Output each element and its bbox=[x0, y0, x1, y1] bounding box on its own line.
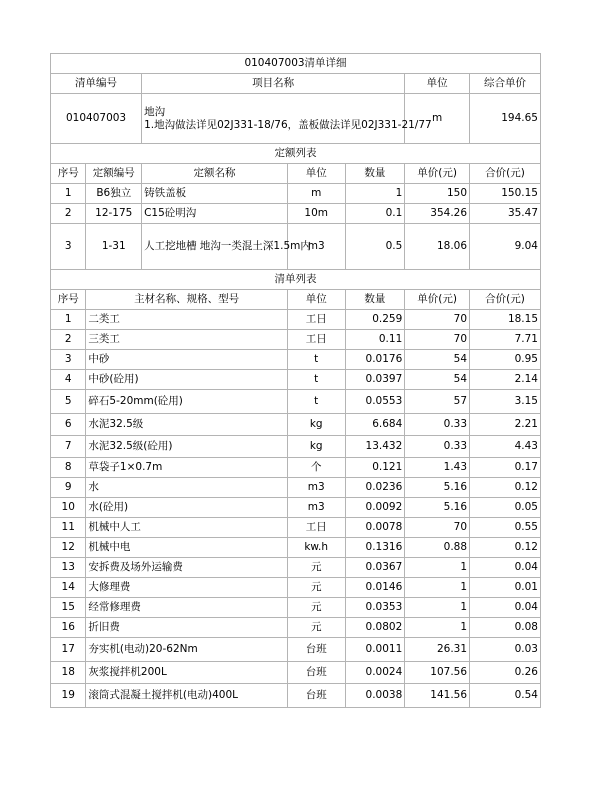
quota-unit: 10m bbox=[287, 204, 345, 224]
material-unit-price: 1 bbox=[405, 578, 470, 598]
material-unit-price: 1.43 bbox=[405, 458, 470, 478]
material-row bbox=[51, 662, 541, 684]
material-name: 机械中电 bbox=[86, 538, 287, 558]
material-unit-price: 5.16 bbox=[405, 478, 470, 498]
material-row bbox=[51, 578, 541, 598]
material-unit-price: 54 bbox=[405, 370, 470, 390]
material-name: 中砂(砼用) bbox=[86, 370, 287, 390]
quota-section-title: 定额列表 bbox=[51, 144, 541, 164]
material-unit-price: 54 bbox=[405, 350, 470, 370]
material-total: 0.05 bbox=[470, 498, 541, 518]
material-total: 0.01 bbox=[470, 578, 541, 598]
item-price-header: 综合单价 bbox=[470, 74, 541, 94]
material-seq: 19 bbox=[51, 684, 86, 708]
material-name: 中砂 bbox=[86, 350, 287, 370]
quota-unit-price: 18.06 bbox=[405, 224, 470, 270]
quota-code: 12-175 bbox=[86, 204, 142, 224]
material-total: 0.54 bbox=[470, 684, 541, 708]
material-qty: 0.0397 bbox=[345, 370, 405, 390]
material-qty: 0.0146 bbox=[345, 578, 405, 598]
material-total: 0.17 bbox=[470, 458, 541, 478]
materials-section-row bbox=[51, 270, 541, 290]
material-seq: 17 bbox=[51, 638, 86, 662]
material-unit-price: 70 bbox=[405, 330, 470, 350]
material-row bbox=[51, 558, 541, 578]
material-unit: 工日 bbox=[287, 310, 345, 330]
quota-total: 35.47 bbox=[470, 204, 541, 224]
materials-section-title: 清单列表 bbox=[51, 270, 541, 290]
quota-unit-price-header: 单价(元) bbox=[405, 164, 470, 184]
item-header-row bbox=[51, 74, 541, 94]
item-name bbox=[142, 94, 432, 144]
material-total: 0.12 bbox=[470, 538, 541, 558]
material-unit-price: 1 bbox=[405, 558, 470, 578]
material-seq: 4 bbox=[51, 370, 86, 390]
quota-qty: 0.5 bbox=[345, 224, 405, 270]
material-name: 水(砼用) bbox=[86, 498, 287, 518]
material-name: 碎石5-20mm(砼用) bbox=[86, 390, 287, 414]
quota-row bbox=[51, 224, 541, 270]
material-row bbox=[51, 518, 541, 538]
material-unit: t bbox=[287, 350, 345, 370]
material-unit: 元 bbox=[287, 618, 345, 638]
item-price: 194.65 bbox=[470, 94, 541, 144]
material-row bbox=[51, 310, 541, 330]
material-unit-price: 70 bbox=[405, 518, 470, 538]
material-name: 折旧费 bbox=[86, 618, 287, 638]
material-qty: 0.0353 bbox=[345, 598, 405, 618]
item-row bbox=[51, 94, 541, 144]
material-qty: 0.11 bbox=[345, 330, 405, 350]
material-rows bbox=[51, 310, 541, 708]
material-name: 安拆费及场外运输费 bbox=[86, 558, 287, 578]
material-row bbox=[51, 436, 541, 458]
material-name: 水泥32.5级(砼用) bbox=[86, 436, 287, 458]
material-seq: 10 bbox=[51, 498, 86, 518]
material-unit: 台班 bbox=[287, 662, 345, 684]
quota-seq: 2 bbox=[51, 204, 86, 224]
item-name-header: 项目名称 bbox=[142, 74, 405, 94]
material-qty: 0.0011 bbox=[345, 638, 405, 662]
material-seq: 6 bbox=[51, 414, 86, 436]
quota-code-header: 定额编号 bbox=[86, 164, 142, 184]
material-unit: t bbox=[287, 370, 345, 390]
title-row bbox=[51, 54, 541, 74]
quota-name: C15砼明沟 bbox=[142, 204, 288, 224]
material-unit-price: 0.88 bbox=[405, 538, 470, 558]
material-seq: 9 bbox=[51, 478, 86, 498]
material-unit-header: 单位 bbox=[287, 290, 345, 310]
material-unit: 元 bbox=[287, 598, 345, 618]
quota-qty-header: 数量 bbox=[345, 164, 405, 184]
material-seq: 16 bbox=[51, 618, 86, 638]
material-total: 0.55 bbox=[470, 518, 541, 538]
quota-row bbox=[51, 204, 541, 224]
material-qty: 0.0078 bbox=[345, 518, 405, 538]
material-seq: 1 bbox=[51, 310, 86, 330]
quota-header-row bbox=[51, 164, 541, 184]
material-unit: 工日 bbox=[287, 518, 345, 538]
material-name: 机械中人工 bbox=[86, 518, 287, 538]
quota-total: 9.04 bbox=[470, 224, 541, 270]
material-qty-header: 数量 bbox=[345, 290, 405, 310]
material-name: 草袋子1×0.7m bbox=[86, 458, 287, 478]
material-row bbox=[51, 498, 541, 518]
material-seq: 8 bbox=[51, 458, 86, 478]
material-row bbox=[51, 458, 541, 478]
material-qty: 0.0553 bbox=[345, 390, 405, 414]
quota-unit-header: 单位 bbox=[287, 164, 345, 184]
material-name: 经常修理费 bbox=[86, 598, 287, 618]
item-unit-header: 单位 bbox=[405, 74, 470, 94]
material-unit-price: 70 bbox=[405, 310, 470, 330]
material-name: 灰浆搅拌机200L bbox=[86, 662, 287, 684]
material-total: 2.21 bbox=[470, 414, 541, 436]
quota-seq: 1 bbox=[51, 184, 86, 204]
material-unit-price: 1 bbox=[405, 618, 470, 638]
quota-unit: m3 bbox=[287, 224, 345, 270]
item-name-description: 1.地沟做法详见02J331-18/76，盖板做法详见02J331-21/77 bbox=[144, 118, 432, 131]
materials-header-row bbox=[51, 290, 541, 310]
material-total: 0.08 bbox=[470, 618, 541, 638]
material-total: 0.03 bbox=[470, 638, 541, 662]
quota-total: 150.15 bbox=[470, 184, 541, 204]
material-qty: 0.0038 bbox=[345, 684, 405, 708]
material-row bbox=[51, 598, 541, 618]
material-total: 0.12 bbox=[470, 478, 541, 498]
material-row bbox=[51, 618, 541, 638]
material-name: 水 bbox=[86, 478, 287, 498]
material-row bbox=[51, 478, 541, 498]
item-unit: m bbox=[405, 94, 470, 144]
material-unit: kg bbox=[287, 436, 345, 458]
material-unit: 元 bbox=[287, 558, 345, 578]
quota-code: B6独立 bbox=[86, 184, 142, 204]
material-unit-price: 0.33 bbox=[405, 436, 470, 458]
material-total: 0.95 bbox=[470, 350, 541, 370]
material-seq: 7 bbox=[51, 436, 86, 458]
material-row bbox=[51, 370, 541, 390]
material-qty: 13.432 bbox=[345, 436, 405, 458]
material-qty: 0.0092 bbox=[345, 498, 405, 518]
material-row bbox=[51, 538, 541, 558]
material-row bbox=[51, 350, 541, 370]
material-name: 滚筒式混凝土搅拌机(电动)400L bbox=[86, 684, 287, 708]
material-name: 二类工 bbox=[86, 310, 287, 330]
material-unit-price-header: 单价(元) bbox=[405, 290, 470, 310]
quota-section-row bbox=[51, 144, 541, 164]
material-unit: kg bbox=[287, 414, 345, 436]
material-qty: 0.121 bbox=[345, 458, 405, 478]
material-qty: 6.684 bbox=[345, 414, 405, 436]
material-unit: 工日 bbox=[287, 330, 345, 350]
material-row bbox=[51, 638, 541, 662]
material-qty: 0.0802 bbox=[345, 618, 405, 638]
quota-qty: 1 bbox=[345, 184, 405, 204]
material-qty: 0.0236 bbox=[345, 478, 405, 498]
material-total: 0.04 bbox=[470, 558, 541, 578]
quota-name: 铸铁盖板 bbox=[142, 184, 288, 204]
material-total-header: 合价(元) bbox=[470, 290, 541, 310]
material-unit-price: 107.56 bbox=[405, 662, 470, 684]
material-unit-price: 141.56 bbox=[405, 684, 470, 708]
material-qty: 0.1316 bbox=[345, 538, 405, 558]
material-unit: kw.h bbox=[287, 538, 345, 558]
material-total: 4.43 bbox=[470, 436, 541, 458]
material-name-header: 主材名称、规格、型号 bbox=[86, 290, 287, 310]
material-seq: 3 bbox=[51, 350, 86, 370]
material-name: 三类工 bbox=[86, 330, 287, 350]
material-unit-price: 1 bbox=[405, 598, 470, 618]
material-unit: t bbox=[287, 390, 345, 414]
bill-detail-table bbox=[50, 53, 541, 708]
material-seq-header: 序号 bbox=[51, 290, 86, 310]
material-seq: 18 bbox=[51, 662, 86, 684]
material-total: 3.15 bbox=[470, 390, 541, 414]
material-total: 7.71 bbox=[470, 330, 541, 350]
material-seq: 13 bbox=[51, 558, 86, 578]
material-unit: 台班 bbox=[287, 684, 345, 708]
material-unit: 台班 bbox=[287, 638, 345, 662]
material-unit-price: 0.33 bbox=[405, 414, 470, 436]
material-seq: 2 bbox=[51, 330, 86, 350]
quota-unit-price: 150 bbox=[405, 184, 470, 204]
material-qty: 0.0024 bbox=[345, 662, 405, 684]
material-row bbox=[51, 330, 541, 350]
material-name: 水泥32.5级 bbox=[86, 414, 287, 436]
item-code: 010407003 bbox=[51, 94, 142, 144]
material-row bbox=[51, 414, 541, 436]
material-total: 0.04 bbox=[470, 598, 541, 618]
quota-unit: m bbox=[287, 184, 345, 204]
material-unit: m3 bbox=[287, 498, 345, 518]
material-total: 0.26 bbox=[470, 662, 541, 684]
material-name: 夯实机(电动)20-62Nm bbox=[86, 638, 287, 662]
quota-qty: 0.1 bbox=[345, 204, 405, 224]
material-unit-price: 5.16 bbox=[405, 498, 470, 518]
material-name: 大修理费 bbox=[86, 578, 287, 598]
material-seq: 15 bbox=[51, 598, 86, 618]
material-unit-price: 26.31 bbox=[405, 638, 470, 662]
material-qty: 0.0367 bbox=[345, 558, 405, 578]
material-unit: m3 bbox=[287, 478, 345, 498]
quota-name: 人工挖地槽 地沟一类混土深1.5m内 bbox=[142, 224, 288, 270]
material-unit: 元 bbox=[287, 578, 345, 598]
quota-seq-header: 序号 bbox=[51, 164, 86, 184]
item-name-title: 地沟 bbox=[144, 105, 166, 118]
quota-name-header: 定额名称 bbox=[142, 164, 288, 184]
material-total: 18.15 bbox=[470, 310, 541, 330]
material-qty: 0.259 bbox=[345, 310, 405, 330]
material-qty: 0.0176 bbox=[345, 350, 405, 370]
item-code-header: 清单编号 bbox=[51, 74, 142, 94]
quota-total-header: 合价(元) bbox=[470, 164, 541, 184]
material-total: 2.14 bbox=[470, 370, 541, 390]
quota-seq: 3 bbox=[51, 224, 86, 270]
quota-code: 1-31 bbox=[86, 224, 142, 270]
material-unit: 个 bbox=[287, 458, 345, 478]
sheet-title: 010407003清单详细 bbox=[51, 54, 541, 74]
quota-unit-price: 354.26 bbox=[405, 204, 470, 224]
quota-row bbox=[51, 184, 541, 204]
material-seq: 14 bbox=[51, 578, 86, 598]
material-seq: 11 bbox=[51, 518, 86, 538]
material-unit-price: 57 bbox=[405, 390, 470, 414]
material-seq: 5 bbox=[51, 390, 86, 414]
material-row bbox=[51, 390, 541, 414]
material-seq: 12 bbox=[51, 538, 86, 558]
material-row bbox=[51, 684, 541, 708]
